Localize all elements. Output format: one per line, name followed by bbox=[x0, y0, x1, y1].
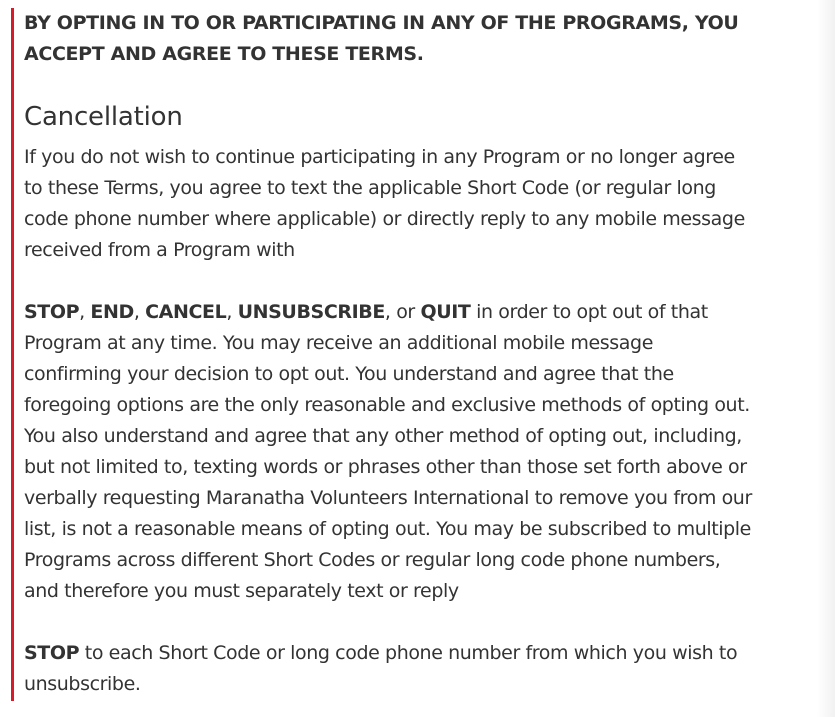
cancellation-paragraph-1: If you do not wish to continue participating in any Program or no longer agree to these Terms, you agree to text the applicable Short Code (or regular long code phone number where applicable) or directly reply to any mobile message received from a Program with bbox=[24, 146, 745, 261]
paragraph-spacer bbox=[24, 266, 754, 297]
separator: , bbox=[133, 301, 146, 323]
agreement-notice: BY OPTING IN TO OR PARTICIPATING IN ANY OF THE PROGRAMS, YOU ACCEPT AND AGREE TO THESE TERMS. bbox=[24, 12, 739, 65]
section-heading: Cancellation bbox=[24, 102, 183, 132]
cancellation-paragraph-2 bbox=[24, 297, 754, 607]
keyword-unsubscribe: UNSUBSCRIBE bbox=[237, 301, 385, 323]
scroll-edge-shadow bbox=[817, 0, 835, 717]
separator: , bbox=[226, 301, 238, 323]
keyword-quit: QUIT bbox=[420, 301, 471, 323]
separator: , or bbox=[384, 301, 421, 323]
separator: , bbox=[79, 301, 91, 323]
left-accent-border bbox=[11, 8, 14, 701]
keyword-stop: STOP bbox=[24, 301, 80, 323]
paragraph-text: to each Short Code or long code phone number from which you wish to unsubscribe. bbox=[24, 642, 738, 695]
paragraph-spacer bbox=[24, 607, 754, 638]
keyword-stop: STOP bbox=[24, 642, 80, 664]
paragraph-text: in order to opt out of that Program at any time. You may receive an additional mobile message confirming your decision to opt out. You understand and agree that the foregoing options are the only reasonable and exclusive methods of opting out. You also understand and agree that any other method of opting out, including, but not limited to, texting words or phrases other than those set forth above or verbally requesting Maranatha Volunteers International to remove you from our list, is not a reasonable means of opting out. You may be subscribed to multiple Programs across different Short Codes or regular long code phone numbers, and therefore you must separately text or reply bbox=[24, 301, 752, 602]
cancellation-paragraph-3 bbox=[24, 638, 754, 700]
terms-content bbox=[24, 8, 754, 700]
keyword-end: END bbox=[90, 301, 134, 323]
keyword-cancel: CANCEL bbox=[145, 301, 227, 323]
